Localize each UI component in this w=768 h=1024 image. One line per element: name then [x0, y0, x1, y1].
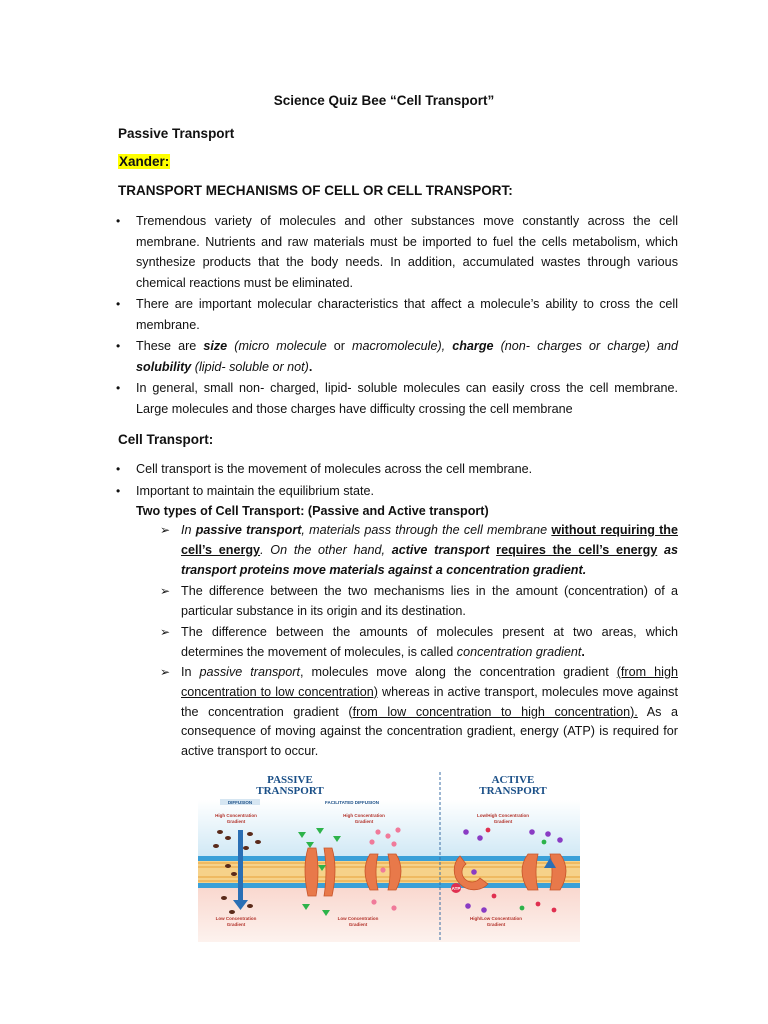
- active-title: ACTIVE: [491, 774, 535, 786]
- atp-label: ATP: [451, 886, 461, 891]
- bullet-dot: •: [116, 297, 121, 311]
- low-gradient-label: Low Concentration: [215, 916, 257, 921]
- active-title-2: TRANSPORT: [479, 785, 547, 797]
- arrow-text-gradient-direction: In passive transport, molecules move along the concentration gradient (from high concentration to low concentration) whereas in active transport, molecules move against the concentration gradient (from low concentration to high concentration). As a consequence of moving against the concentration gradient, energy (ATP) is required for active transport to occur.: [181, 665, 678, 759]
- low-gradient-label: Low Concentration: [337, 916, 379, 921]
- heading-cell-transport: Cell Transport:: [118, 432, 214, 447]
- bullet-text: Tremendous variety of molecules and other substances move constantly across the cell membrane. Nutrients and raw materials must be imported to fuel the cells metabolism, which synthesize products that the body needs. In addition, accumulated wastes through various chemical reactions must be eliminated.: [136, 214, 678, 290]
- low-high-gradient-label: Low/High Concentration: [477, 813, 529, 818]
- document-title: Science Quiz Bee “Cell Transport”: [273, 93, 495, 108]
- cell-transport-diagram: [198, 770, 580, 942]
- heading-mechanisms: TRANSPORT MECHANISMS OF CELL OR CELL TRANSPORT:: [118, 183, 513, 198]
- bullet-text: Important to maintain the equilibrium state.: [136, 484, 375, 498]
- high-low-gradient-label: High/Low Concentration: [470, 916, 522, 921]
- passive-title: PASSIVE: [267, 774, 313, 786]
- arrow-bullet-icon: ➢: [160, 625, 171, 639]
- arrow-bullet-icon: ➢: [160, 665, 171, 679]
- speaker-highlight: Xander:: [119, 154, 170, 169]
- arrow-text-passive-vs-active: In passive transport, materials pass through the cell membrane without requiring the cell’s energy. On the other hand, active transport requires the cell’s energy as transport proteins move materials against a concentration gradient.: [181, 523, 679, 577]
- speaker-label: [118, 154, 170, 169]
- gradient-label: Gradient: [348, 922, 368, 927]
- bullet-text: In general, small non- charged, lipid- soluble molecules can easily cross the cell membrane. Large molecules and those charges have difficulty crossing the cell membrane: [136, 381, 678, 416]
- bullet-dot: •: [116, 339, 121, 353]
- section-heading-passive: Passive Transport: [118, 126, 235, 141]
- bullet-text-molecular-characteristics: These are size (micro molecule or macromolecule), charge (non- charges or charge) and solubility (lipid- soluble or not).: [136, 339, 679, 374]
- diffusion-label: DIFFUSION: [227, 800, 253, 805]
- gradient-label: Gradient: [354, 819, 374, 824]
- bullet-text: There are important molecular characteristics that affect a molecule’s ability to cross the cell membrane.: [136, 297, 678, 332]
- bullet-dot: •: [116, 381, 121, 395]
- gradient-label: Gradient: [226, 922, 246, 927]
- high-gradient-label: High Concentration: [343, 813, 385, 818]
- gradient-label: Gradient: [493, 819, 513, 824]
- bullet-dot: •: [116, 484, 121, 498]
- gradient-label: Gradient: [486, 922, 506, 927]
- arrow-text-concentration-gradient: The difference between the amounts of molecules present at two areas, which determines the movement of molecules, is called concentration gradient.: [181, 625, 678, 659]
- arrow-text: The difference between the two mechanisms lies in the amount (concentration) of a particular substance in its origin and its destination.: [181, 584, 678, 618]
- high-gradient-label: High Concentration: [215, 813, 257, 818]
- bullet-dot: •: [116, 214, 121, 228]
- two-types-heading: Two types of Cell Transport: (Passive and Active transport): [136, 504, 489, 518]
- bullet-text: Cell transport is the movement of molecules across the cell membrane.: [136, 462, 533, 476]
- arrow-bullet-icon: ➢: [160, 584, 171, 598]
- arrow-bullet-icon: ➢: [160, 523, 171, 537]
- passive-title-2: TRANSPORT: [256, 785, 324, 797]
- facilitated-label: FACILITATED DIFFUSION: [324, 800, 380, 805]
- gradient-label: Gradient: [226, 819, 246, 824]
- bullet-dot: •: [116, 462, 121, 476]
